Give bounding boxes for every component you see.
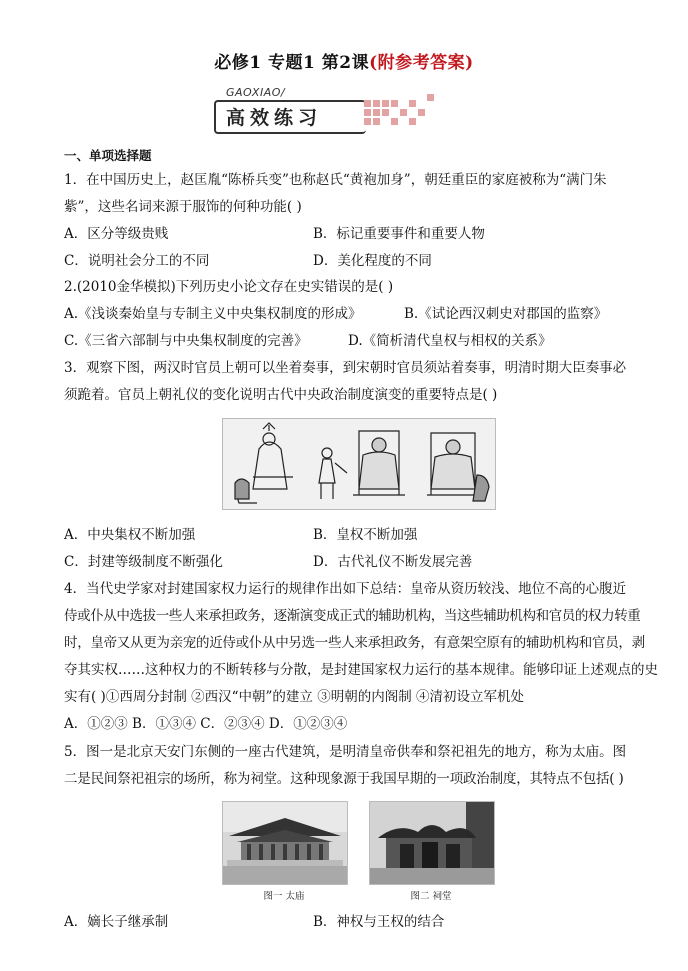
q1-option-c: C．说明社会分工的不同 bbox=[64, 253, 210, 269]
banner-decoration-icon bbox=[364, 94, 444, 132]
q4-text-3: 时，皇帝又从更为亲宠的近侍或仆从中另选一些人来承担政务，有意架空原有的辅助机构和官员，剥 bbox=[64, 635, 645, 651]
court-etiquette-illustration bbox=[222, 418, 496, 510]
q5-text-1: 5．图一是北京天安门东侧的一座古代建筑，是明清皇帝供奉和祭祀祖先的地方，称为太庙。图 bbox=[64, 744, 627, 760]
q4-text-5: 实有( )①西周分封制 ②西汉“中朝”的建立 ③明朝的内阁制 ④清初设立军机处 bbox=[64, 689, 525, 705]
q1-option-b: B．标记重要事件和重要人物 bbox=[313, 226, 485, 242]
q2-option-d: D.《简析清代皇权与相权的关系》 bbox=[348, 333, 552, 349]
banner-title: 高效练习 bbox=[226, 107, 323, 129]
q4-text-2: 侍或仆从中选拔一些人来承担政务，逐渐演变成正式的辅助机构，当这些辅助机构和官员的权力转重 bbox=[64, 608, 641, 624]
q3-text-1: 3．观察下图，两汉时官员上朝可以坐着奏事，到宋朝时官员须站着奏事，明清时期大臣奏事必 bbox=[64, 360, 627, 376]
fig2-caption: 图二 祠堂 bbox=[410, 891, 452, 902]
q1-option-a: A．区分等级贵贱 bbox=[64, 226, 169, 242]
section-heading: 一、单项选择题 bbox=[64, 148, 152, 163]
q3-option-b: B．皇权不断加强 bbox=[313, 527, 418, 543]
q2-text: 2.(2010金华模拟)下列历史小论文存在史实错误的是( ) bbox=[64, 279, 394, 295]
q2-option-a: A.《浅谈秦始皇与专制主义中央集权制度的形成》 bbox=[64, 306, 362, 322]
q4-text-4: 夺其实权……这种权力的不断转移与分散，是封建国家权力运行的基本规律。能够印证上述观点的史 bbox=[64, 662, 658, 678]
q3-option-d: D．古代礼仪不断发展完善 bbox=[313, 554, 473, 570]
taimiao-photo bbox=[222, 801, 348, 885]
q2-option-c: C.《三省六部制与中央集权制度的完善》 bbox=[64, 333, 308, 349]
q5-option-b: B．神权与王权的结合 bbox=[313, 914, 445, 930]
q1-text-1: 1．在中国历史上，赵匡胤“陈桥兵变”也称赵氏“黄袍加身”，朝廷重臣的家庭被称为“满门朱 bbox=[64, 172, 607, 188]
q2-option-b: B.《试论西汉刺史对郡国的监察》 bbox=[404, 306, 608, 322]
q5-option-a: A．嫡长子继承制 bbox=[64, 914, 169, 930]
page-title: 必修1 专题1 第2课(附参考答案) bbox=[214, 53, 474, 73]
q4-options: A．①②③ B．①③④ C．②③④ D．①②③④ bbox=[64, 716, 348, 732]
fig1-caption: 图一 太庙 bbox=[263, 891, 305, 902]
citang-photo bbox=[369, 801, 495, 885]
q3-option-c: C．封建等级制度不断强化 bbox=[64, 554, 223, 570]
answer-tag: (附参考答案) bbox=[369, 53, 474, 73]
section-banner bbox=[214, 86, 446, 134]
q3-text-2: 须跪着。官员上朝礼仪的变化说明古代中央政治制度演变的重要特点是( ) bbox=[64, 387, 498, 403]
q5-text-2: 二是民间祭祀祖宗的场所，称为祠堂。这种现象源于我国早期的一项政治制度，其特点不包括( ) bbox=[64, 771, 624, 787]
q4-text-1: 4．当代史学家对封建国家权力运行的规律作出如下总结：皇帝从资历较浅、地位不高的心腹近 bbox=[64, 581, 627, 597]
banner-pinyin: GAOXIAO/ bbox=[226, 86, 286, 99]
q1-text-2: 紫”，这些名词来源于服饰的何种功能( ) bbox=[64, 199, 302, 215]
q1-option-d: D．美化程度的不同 bbox=[313, 253, 432, 269]
q3-option-a: A．中央集权不断加强 bbox=[64, 527, 196, 543]
